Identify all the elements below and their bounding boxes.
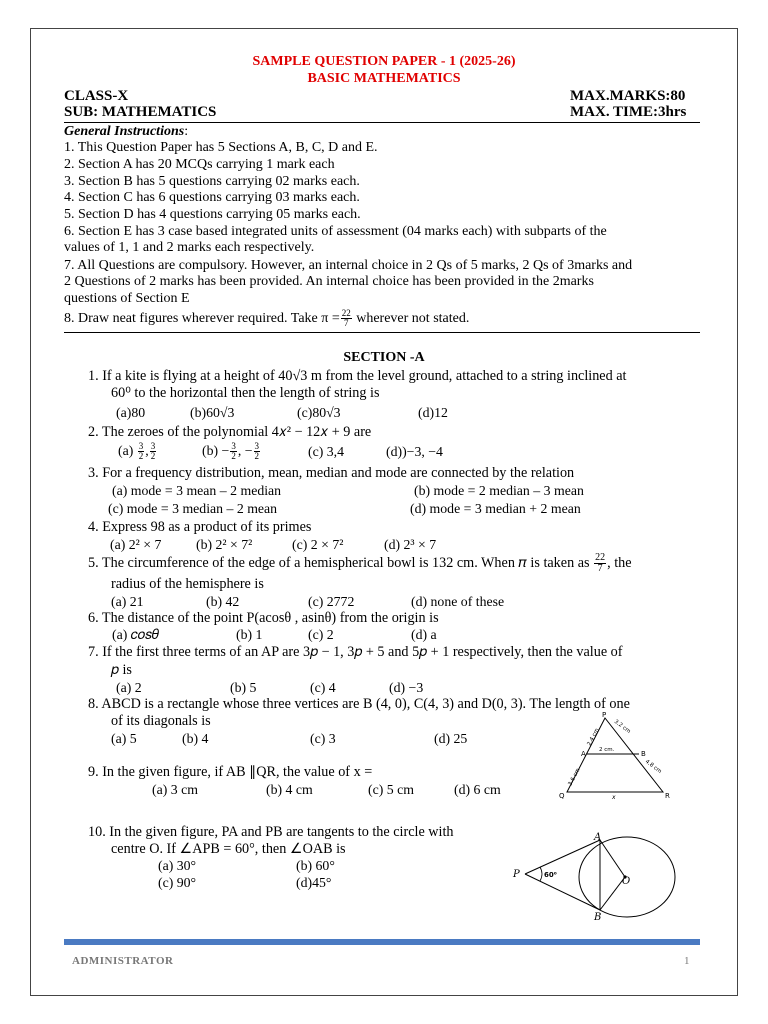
- q7-text: 7. If the first three terms of an AP are 3𝑝 − 1, 3𝑝 + 5 and 5𝑝 + 1 respectively, then the value of: [88, 644, 623, 660]
- paper-title: SAMPLE QUESTION PAPER - 1 (2025-26): [252, 54, 516, 69]
- fig-label-o: O: [622, 876, 631, 887]
- instruction-5: 5. Section D has 4 questions carrying 05 marks each.: [64, 207, 361, 222]
- q7-option-b: (b) 5: [230, 680, 257, 695]
- fig-label-ab: 2 cm.: [599, 747, 615, 753]
- q7-option-d: (d) −3: [389, 680, 424, 695]
- q3-text: 3. For a frequency distribution, mean, median and mode are connected by the relation: [88, 465, 575, 481]
- q9-option-d: (d) 6 cm: [454, 782, 501, 797]
- q4-text: 4. Express 98 as a product of its primes: [88, 519, 312, 535]
- page-number: 1: [684, 955, 690, 967]
- q7-option-a: (a) 2: [116, 680, 142, 695]
- instruction-6-cont: values of 1, 1 and 2 marks each respectively.: [64, 240, 315, 255]
- q4-option-c: (c) 2 × 7²: [292, 537, 344, 552]
- instruction-6: 6. Section E has 3 case based integrated units of assessment (04 marks each) with subparts of the: [64, 224, 607, 239]
- fig-angle-label: 60⁰: [544, 871, 557, 879]
- q5-text-cont: radius of the hemisphere is: [111, 576, 264, 592]
- q10-option-b: (b) 60°: [296, 858, 335, 873]
- q10-option-d: (d)45°: [296, 875, 332, 890]
- fig-label-p: P: [602, 711, 607, 719]
- fig-label-b: B: [641, 750, 646, 758]
- instruction-7: 7. All Questions are compulsory. However, an internal choice in 2 Qs of 5 marks, 2 Qs of 3marks and: [64, 258, 633, 273]
- instructions-rule: [64, 332, 700, 333]
- q5-option-d: (d) none of these: [411, 594, 505, 609]
- q10-option-c: (c) 90°: [158, 875, 197, 890]
- fig-label-p: P: [513, 869, 520, 880]
- fig-label-a: A: [594, 832, 602, 843]
- q3-option-c: (c) mode = 3 median – 2 mean: [108, 501, 278, 516]
- paper-subtitle: BASIC MATHEMATICS: [307, 71, 461, 86]
- q5-option-b: (b) 42: [206, 594, 240, 609]
- q6-option-d: (d) a: [411, 627, 437, 642]
- q2-option-d: (d))−3, −4: [386, 444, 443, 459]
- instruction-7-cont2: questions of Section E: [64, 291, 190, 306]
- q8-option-b: (b) 4: [182, 731, 209, 746]
- fig-label-pa: 2.4 cm: [586, 727, 601, 747]
- fig-label-br: 4.8 cm: [643, 758, 663, 775]
- footer-bar: [64, 939, 700, 945]
- q3-option-d: (d) mode = 3 median + 2 mean: [410, 501, 581, 516]
- q10-text: 10. In the given figure, PA and PB are tangents to the circle with: [88, 824, 454, 840]
- q10-text-cont: centre O. If ∠APB = 60°, then ∠OAB is: [111, 841, 346, 857]
- fig-label-qr: x: [612, 794, 616, 800]
- header-rule: [64, 122, 700, 123]
- q4-option-a: (a) 2² × 7: [110, 537, 162, 552]
- footer-author: ADMINISTRATOR: [72, 955, 174, 967]
- q2-text: 2. The zeroes of the polynomial 4𝑥² − 12𝑥 + 9 are: [88, 424, 372, 440]
- q6-option-c: (c) 2: [308, 627, 334, 642]
- instructions-heading: General Instructions:: [64, 124, 189, 139]
- instruction-3: 3. Section B has 5 questions carrying 02 marks each.: [64, 174, 360, 189]
- q8-option-c: (c) 3: [310, 731, 336, 746]
- fig-label-b: B: [594, 912, 602, 922]
- q1-text: 1. If a kite is flying at a height of 40√3 m from the level ground, attached to a string inclined at: [88, 368, 627, 384]
- q8-text: 8. ABCD is a rectangle whose three vertices are B (4, 0), C(4, 3) and D(0, 3). The length of one: [88, 696, 630, 712]
- q7-text-cont: 𝑝 is: [111, 662, 132, 678]
- instruction-1: 1. This Question Paper has 5 Sections A, B, C, D and E.: [64, 140, 378, 155]
- q2-option-a: (a) $\frac{3}{2}$ , $\frac{3}{2}$: [118, 441, 156, 462]
- q9-option-a: (a) 3 cm: [152, 782, 198, 797]
- q1-option-a: (a)80: [116, 405, 146, 420]
- q5-option-c: (c) 2772: [308, 594, 355, 609]
- q9-text: 9. In the given figure, if AB ∥QR, the value of x =: [88, 764, 373, 780]
- q1-option-c: (c)80√3: [297, 405, 341, 420]
- q5-text: 5. The circumference of the edge of a hemispherical bowl is 132 cm. When 𝜋 is taken as $\frac{22}{7}$ , the: [88, 552, 632, 575]
- instruction-7-cont: 2 Questions of 2 marks has been provided. An internal choice has been provided in the 2marks: [64, 274, 594, 289]
- instruction-2: 2. Section A has 20 MCQs carrying 1 mark each: [64, 157, 335, 172]
- q6-text: 6. The distance of the point P(acosθ , asinθ) from the origin is: [88, 610, 439, 626]
- section-a-heading: SECTION -A: [343, 350, 425, 365]
- q8-option-d: (d) 25: [434, 731, 468, 746]
- q2-option-b: (b) − $\frac{3}{2}$ , − $\frac{3}{2}$: [202, 441, 260, 462]
- max-time: MAX. TIME:3hrs: [570, 104, 687, 120]
- q1-option-d: (d)12: [418, 405, 448, 420]
- q6-option-b: (b) 1: [236, 627, 263, 642]
- triangle-figure: [555, 710, 675, 800]
- fig-label-aq: 3.6 cm: [567, 767, 582, 787]
- q10-option-a: (a) 30°: [158, 858, 197, 873]
- q8-option-a: (a) 5: [111, 731, 137, 746]
- q4-option-d: (d) 2³ × 7: [384, 537, 437, 552]
- q3-option-a: (a) mode = 3 mean – 2 median: [112, 483, 282, 498]
- instruction-8: 8. Draw neat figures wherever required. Take π = $\frac{22}{7}$ wherever not stated.: [64, 308, 470, 329]
- q4-option-b: (b) 2² × 7²: [196, 537, 253, 552]
- q8-text-cont: of its diagonals is: [111, 713, 211, 729]
- q3-option-b: (b) mode = 2 median – 3 mean: [414, 483, 584, 498]
- q2-option-c: (c) 3,4: [308, 444, 345, 459]
- q1-option-b: (b)60√3: [190, 405, 235, 420]
- instruction-4: 4. Section C has 6 questions carrying 03 marks each.: [64, 190, 360, 205]
- tangent-circle-figure: [510, 832, 680, 922]
- fig-label-r: R: [665, 792, 670, 800]
- q1-text-cont: 60⁰ to the horizontal then the length of string is: [111, 385, 380, 401]
- q7-option-c: (c) 4: [310, 680, 336, 695]
- class-label: CLASS-X: [64, 88, 129, 104]
- q6-option-a: (a) 𝑐𝑜𝑠𝜃: [112, 627, 159, 642]
- q5-option-a: (a) 21: [111, 594, 144, 609]
- q9-option-c: (c) 5 cm: [368, 782, 414, 797]
- q9-option-b: (b) 4 cm: [266, 782, 313, 797]
- fig-label-a: A: [581, 750, 586, 758]
- subject-label: SUB: MATHEMATICS: [64, 104, 217, 120]
- fig-label-q: Q: [559, 792, 565, 800]
- fig-label-pb: 3.2 cm: [612, 718, 632, 735]
- max-marks: MAX.MARKS:80: [570, 88, 686, 104]
